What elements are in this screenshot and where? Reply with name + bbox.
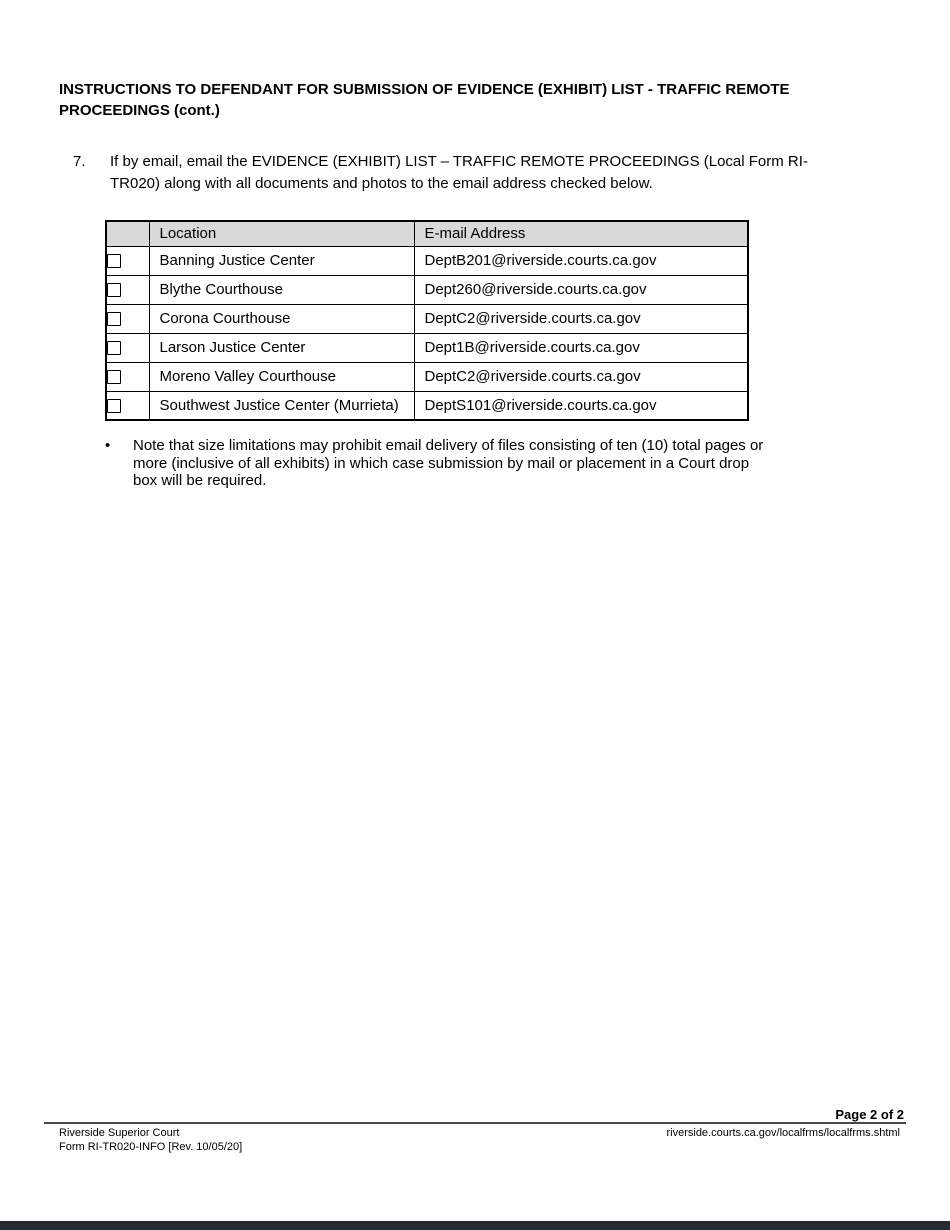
location-checkbox[interactable] xyxy=(107,312,121,326)
email-cell: DeptC2@riverside.courts.ca.gov xyxy=(414,304,748,333)
header-cell-location: Location xyxy=(149,221,414,246)
table-row xyxy=(106,246,748,275)
location-cell: Banning Justice Center xyxy=(149,246,414,275)
note-text: Note that size limitations may prohibit email delivery of files consisting of ten (10) total pages or more (inclusive of all exhibits) in which case submission by mail or placement in a Court drop box will be required. xyxy=(133,437,764,489)
location-cell: Corona Courthouse xyxy=(149,304,414,333)
viewer-bottom-bar xyxy=(0,1221,950,1230)
size-limit-note xyxy=(105,437,766,490)
table-row xyxy=(106,304,748,333)
location-checkbox[interactable] xyxy=(107,370,121,384)
footer-divider xyxy=(44,1122,906,1124)
header-cell-email: E-mail Address xyxy=(414,221,748,246)
locations-table xyxy=(105,220,749,421)
footer-left-block xyxy=(59,1127,242,1154)
bullet-icon: • xyxy=(105,437,111,454)
header-cell-checkbox xyxy=(106,221,149,246)
checkbox-cell xyxy=(106,362,149,391)
email-cell: DeptB201@riverside.courts.ca.gov xyxy=(414,246,748,275)
location-cell: Southwest Justice Center (Murrieta) xyxy=(149,391,414,420)
location-cell: Moreno Valley Courthouse xyxy=(149,362,414,391)
location-checkbox[interactable] xyxy=(107,283,121,297)
footer-url: riverside.courts.ca.gov/localfrms/localfrms.shtml xyxy=(666,1127,900,1139)
location-cell: Blythe Courthouse xyxy=(149,275,414,304)
location-checkbox[interactable] xyxy=(107,254,121,268)
table-row xyxy=(106,333,748,362)
table-row xyxy=(106,391,748,420)
checkbox-cell xyxy=(106,275,149,304)
email-cell: DeptC2@riverside.courts.ca.gov xyxy=(414,362,748,391)
instruction-item-7 xyxy=(73,151,863,194)
page-title: INSTRUCTIONS TO DEFENDANT FOR SUBMISSION OF EVIDENCE (EXHIBIT) LIST - TRAFFIC REMOTE PROCEEDINGS (cont.) xyxy=(59,81,790,119)
location-checkbox[interactable] xyxy=(107,399,121,413)
checkbox-cell xyxy=(106,333,149,362)
email-cell: Dept1B@riverside.courts.ca.gov xyxy=(414,333,748,362)
checkbox-cell xyxy=(106,304,149,333)
footer-form-id: Form RI-TR020-INFO [Rev. 10/05/20] xyxy=(59,1140,243,1153)
email-cell: DeptS101@riverside.courts.ca.gov xyxy=(414,391,748,420)
item-number: 7. xyxy=(73,153,86,170)
table-row xyxy=(106,275,748,304)
location-checkbox[interactable] xyxy=(107,341,121,355)
checkbox-cell xyxy=(106,246,149,275)
email-cell: Dept260@riverside.courts.ca.gov xyxy=(414,275,748,304)
location-cell: Larson Justice Center xyxy=(149,333,414,362)
page-number: Page 2 of 2 xyxy=(835,1107,904,1122)
table-row xyxy=(106,362,748,391)
item-text: If by email, email the EVIDENCE (EXHIBIT) LIST – TRAFFIC REMOTE PROCEEDINGS (Local Form RI-TR020) along with all documents and photos to the email address checked below. xyxy=(110,153,808,192)
checkbox-cell xyxy=(106,391,149,420)
footer-court-name: Riverside Superior Court xyxy=(59,1127,180,1139)
table-header-row xyxy=(106,221,748,246)
